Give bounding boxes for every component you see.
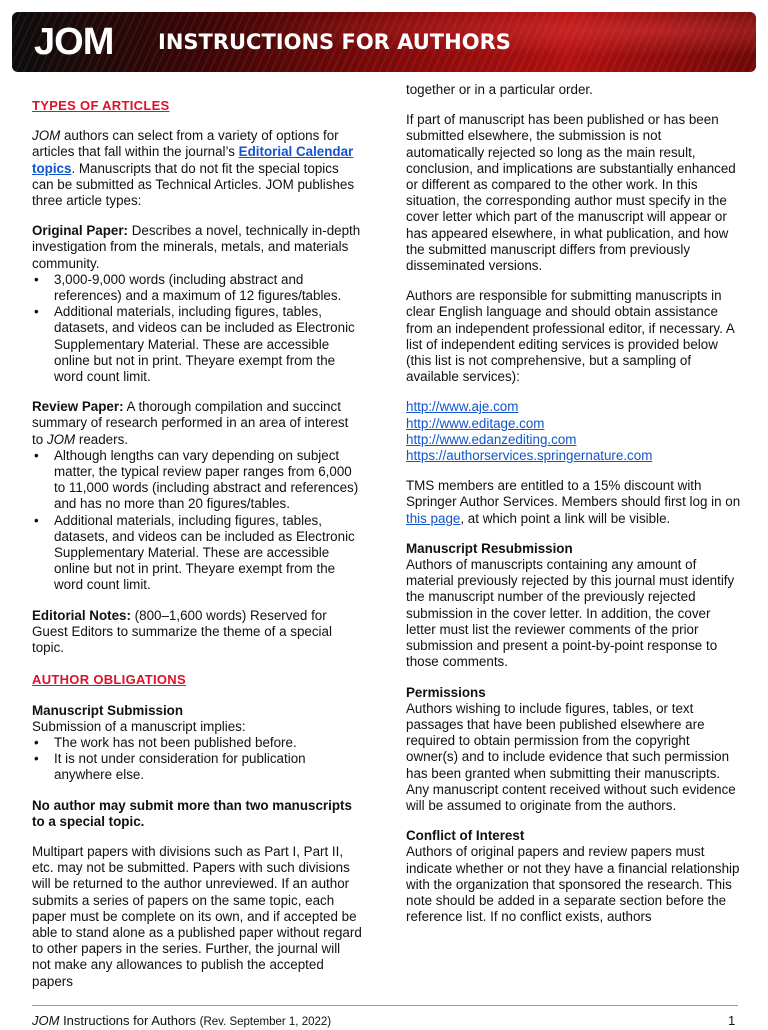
edanz-link[interactable]: http://www.edanzediting.com [406,431,577,447]
jom-italic: JOM [46,431,76,447]
editing-services-links [406,399,742,464]
resubmission-heading: Manuscript Resubmission [406,540,573,556]
manuscript-submission-text: Submission of a manuscript implies: [32,718,246,734]
page-title: INSTRUCTIONS FOR AUTHORS [158,30,511,54]
conflict-of-interest-heading: Conflict of Interest [406,828,525,844]
jom-italic: JOM [32,128,61,144]
english-paragraph: Authors are responsible for submitting manuscripts in clear English language and should obtain assistance from an independent professional editor, if necessary. A list of independent editing services is provided below (this list is not comprehensive, but a sampling of available services): [406,288,735,385]
editorial-calendar-link[interactable]: Editorial Calendar topics [32,144,354,176]
left-column [32,82,362,990]
list-item: • Additional materials, including figures, tables, datasets, and videos can be included as Electronic Supplementary Material. These are accessible online but not in print. Theyare exempt from the word count limit. [32,304,362,385]
editorial-notes-text: (800–1,600 words) Reserved for Guest Editors to summarize the theme of a special topic. [32,607,332,656]
manuscript-submission-heading: Manuscript Submission [32,702,184,718]
intro-paragraph [32,128,362,209]
editorial-notes-paragraph [32,608,362,657]
footer-divider [32,1005,738,1006]
review-paper-paragraph [32,399,362,448]
review-paper-text-end: readers. [75,431,128,447]
published-elsewhere-paragraph: If part of manuscript has been published or has been submitted elsewhere, the submission is not automatically rejected so long as the main result, conclusion, and implications are substantially enhanced or different as compared to the other work. In this situation, the corresponding author must specify in the cover letter which part of the manuscript will appear or has appeared elsewhere, in what publication, and how the submitted manuscript differs from previously disseminated versions. [406,112,736,274]
resubmission-text: Authors of manuscripts containing any amount of material previously rejected by this journal must identify the manuscript number of the previously rejected submission in the cover letter. In addition, the cover letter must list the reviewer comments of the prior submission and present a point-by-point response to those comments. [406,557,735,670]
permissions-heading: Permissions [406,684,486,700]
author-obligations-heading: AUTHOR OBLIGATIONS [32,672,186,688]
permissions-text: Authors wishing to include figures, tables, or text passages that have been published elsewhere are required to obtain permission from the copyright owner(s) and to include evidence that such permission has been granted when submitting their manuscripts. Any manuscript content received without such evidence will be assumed to originate from the authors. [406,700,736,813]
tms-text: TMS members are entitled to a 15% discount with Springer Author Services. Members should first log in on [406,478,741,510]
types-of-articles-heading: TYPES OF ARTICLES [32,98,170,113]
tms-text-end: , at which point a link will be visible. [460,510,671,526]
revision-date: (Rev. September 1, 2022) [199,1016,332,1028]
page-number: 1 [728,1013,736,1028]
footer-title [32,1013,331,1030]
springer-author-services-link[interactable]: https://authorservices.springernature.com [406,448,653,464]
original-paper-paragraph [32,223,362,272]
continued-text: together or in a particular order. [406,82,593,97]
jom-logo: JOM [34,21,114,63]
right-column [406,82,742,925]
review-paper-text: A thorough compilation and succinct summary of research performed in an area of interest to [32,399,349,447]
original-paper-label: Original Paper: [32,223,128,239]
multipart-paragraph: Multipart papers with divisions such as Part I, Part II, etc. may not be submitted. Papers with such divisions will be returned to the author unreviewed. If an author submits a series of papers on the same topic, each paper must be complete on its own, and if accepted be able to stand alone as a published paper without regard to other papers in the series. Further, the journal will not make any allowances to publish the accepted papers [32,843,362,989]
editage-link[interactable]: http://www.editage.com [406,415,545,431]
header-banner [12,12,756,72]
review-paper-list [32,448,362,594]
jom-italic: JOM [32,1013,60,1028]
aje-link[interactable]: http://www.aje.com [406,399,519,415]
original-paper-text: Describes a novel, technically in-depth investigation from the minerals, metals, and materials community. [32,223,361,271]
list-item: • 3,000-9,000 words (including abstract and references) and a maximum of 12 figures/tables. [32,272,362,304]
intro-text: authors can select from a variety of options for articles that fall within the journal’s [32,128,339,160]
intro-text-end: . Manuscripts that do not fit the special topics can be submitted as Technical Articles. JOM publishes three article types: [32,160,355,209]
submission-list [32,735,362,784]
footer-text: Instructions for Authors [59,1013,200,1028]
original-paper-list [32,272,362,385]
conflict-of-interest-text: Authors of original papers and review papers must indicate whether or not they have a financial relationship with the organization that sponsored the research. This note should be added in a separate section before the reference list. If no conflict exists, authors [406,844,740,925]
editorial-notes-label: Editorial Notes: [32,607,131,623]
list-item: • Although lengths can vary depending on subject matter, the typical review paper ranges from 6,000 to 11,000 words (including abstract and references) and has no more than 20 figures/tables. [32,448,362,513]
list-item: • The work has not been published before. [32,735,362,751]
list-item: • It is not under consideration for publication anywhere else. [32,751,362,783]
list-item: • Additional materials, including figures, tables, datasets, and videos can be included as Electronic Supplementary Material. These are accessible online but not in print. Theyare exempt from the word count limit. [32,513,362,594]
tms-paragraph [406,478,742,527]
this-page-link[interactable]: this page [406,510,461,526]
review-paper-label: Review Paper: [32,399,124,415]
two-manuscripts-rule: No author may submit more than two manuscripts to a special topic. [32,797,352,829]
